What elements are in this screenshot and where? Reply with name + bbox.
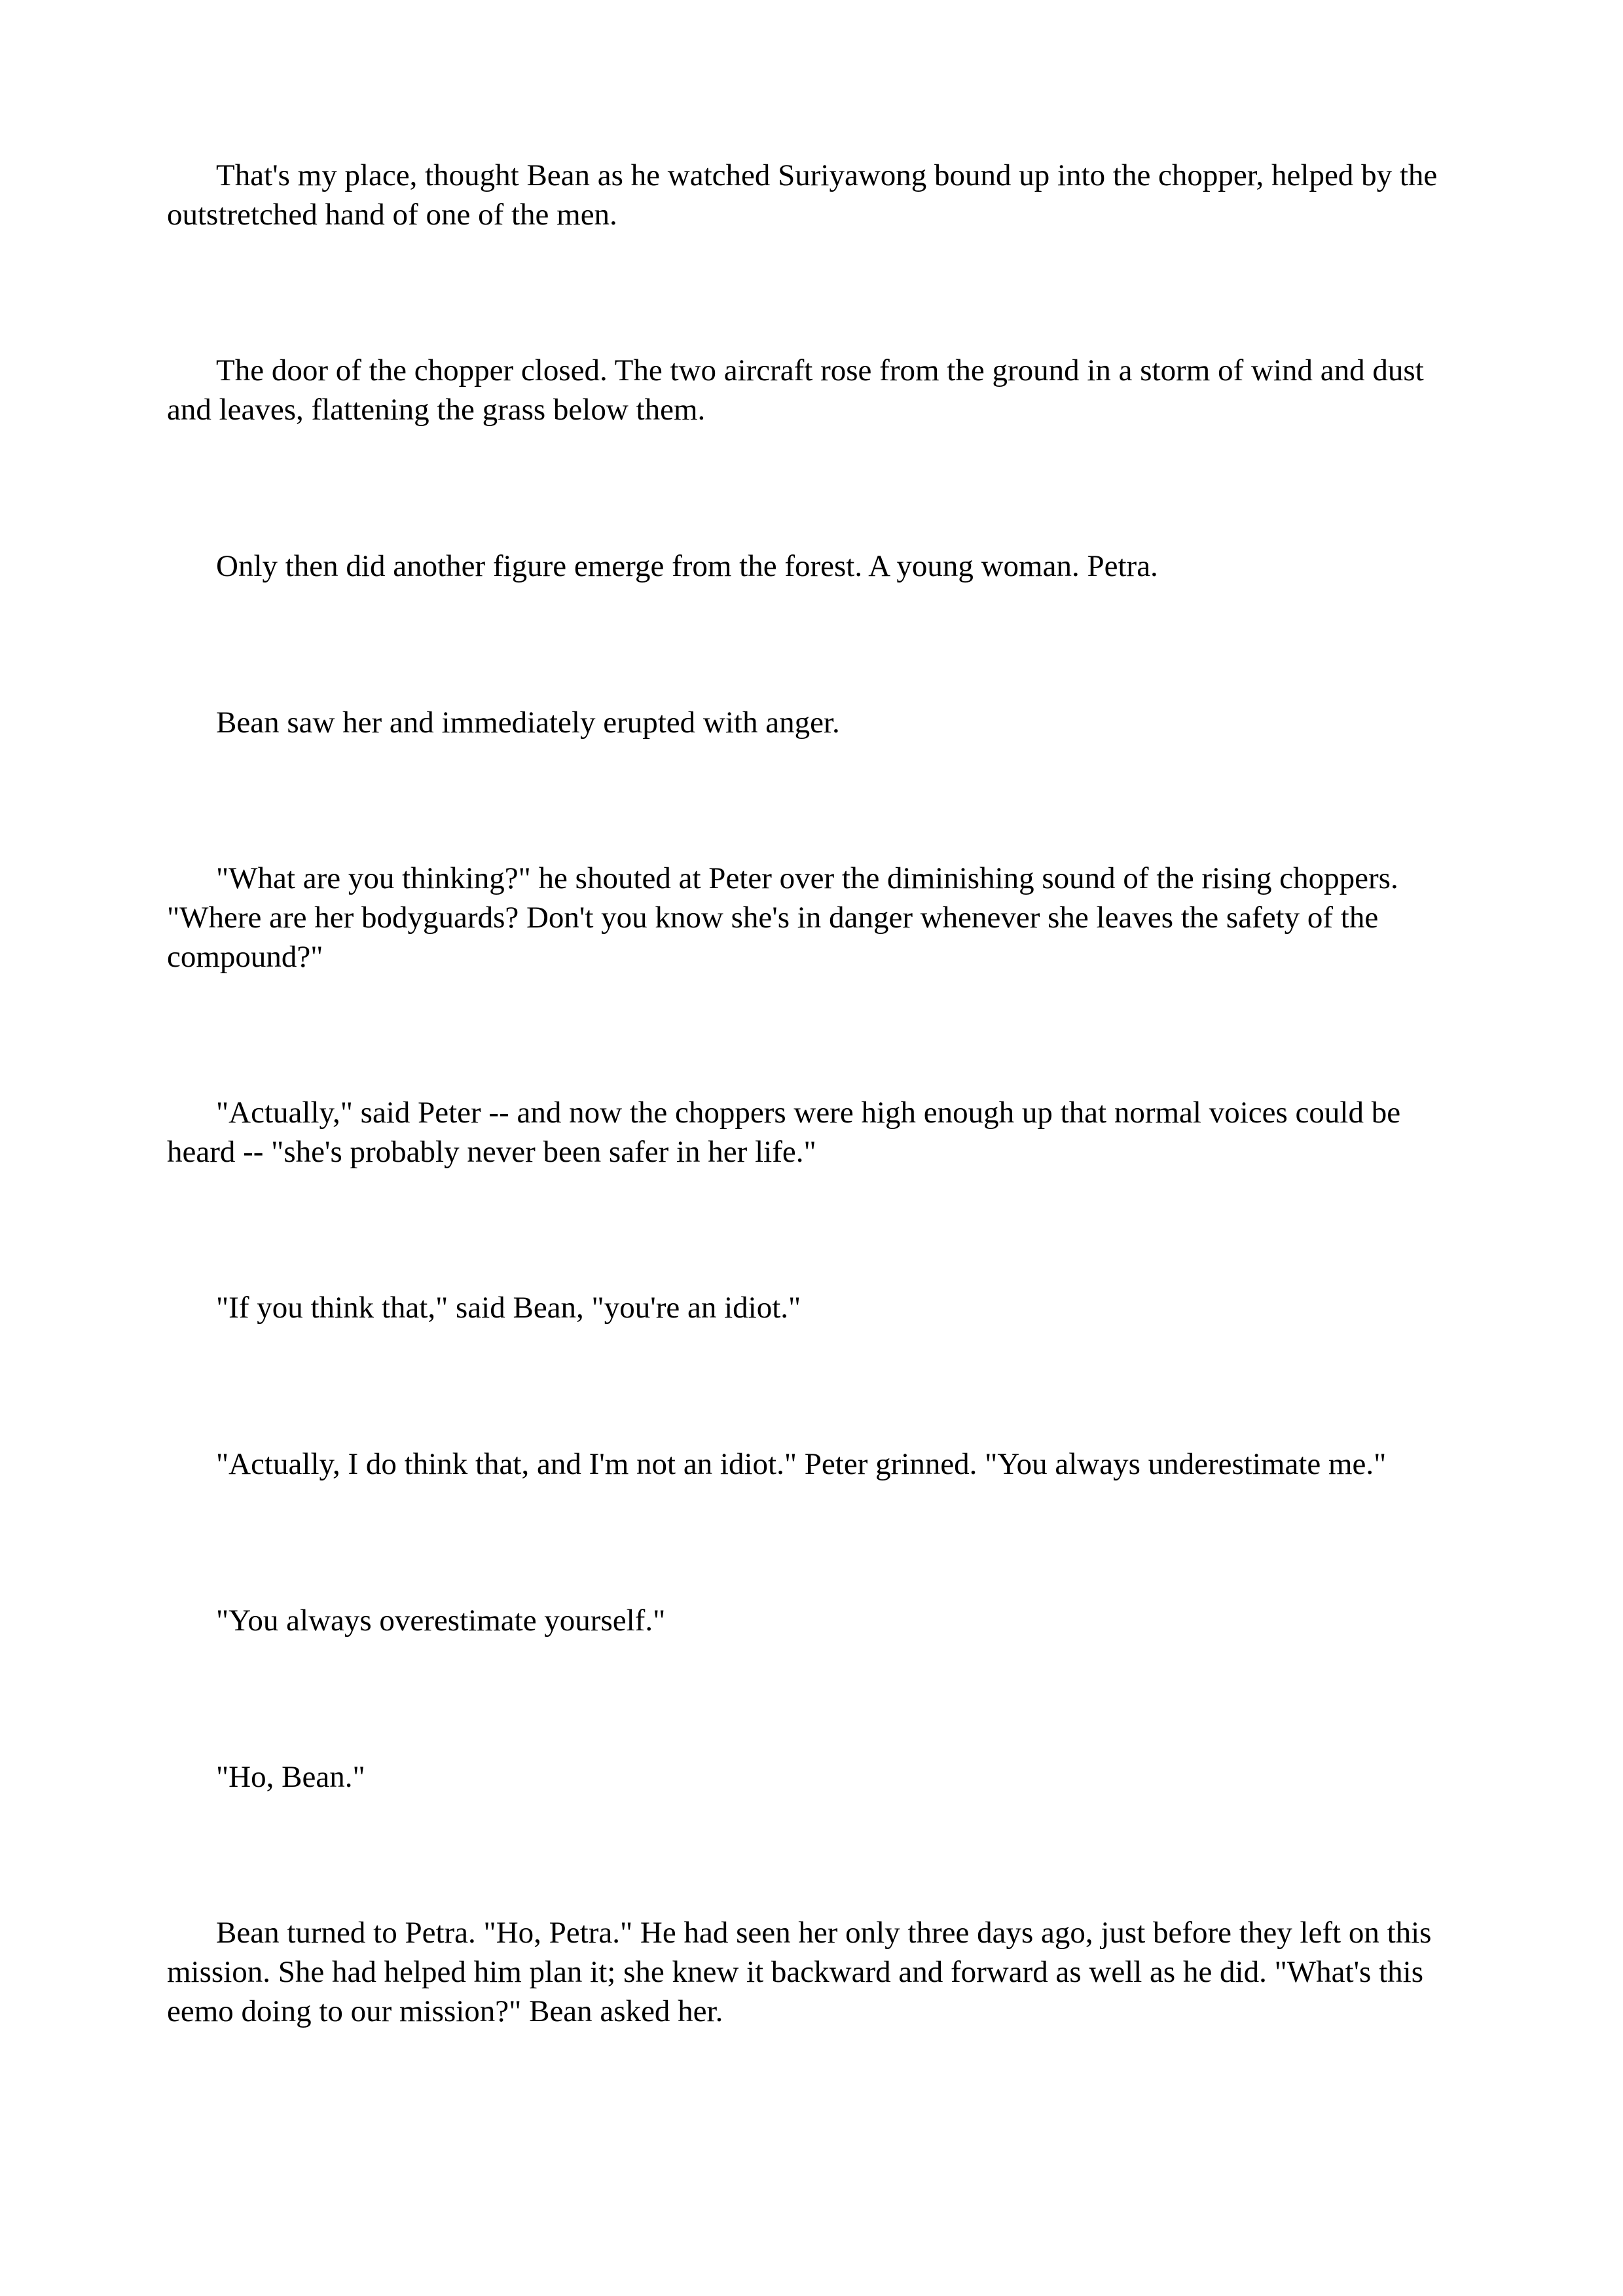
paragraph: "You always overestimate yourself." (216, 1604, 666, 1638)
paragraph: "Actually, I do think that, and I'm not an idiot." Peter grinned. "You always underestimate me." (216, 1447, 1387, 1481)
paragraph: "Ho, Bean." (216, 1760, 365, 1794)
paragraph: "If you think that," said Bean, "you're an idiot." (216, 1291, 801, 1325)
paragraph: Bean turned to Petra. "Ho, Petra." He had seen her only three days ago, just before they left on this mission. She had helped him plan it; she knew it backward and forward as well as he did. "What's this eemo doing to our mission?" Bean asked her. (167, 1916, 1432, 2028)
paragraph: Bean saw her and immediately erupted with anger. (216, 706, 840, 740)
paragraph: "Actually," said Peter -- and now the choppers were high enough up that normal voices could be heard -- "she's probably never been safer in her life." (167, 1096, 1401, 1169)
paragraph: The door of the chopper closed. The two aircraft rose from the ground in a storm of wind and dust and leaves, flattening the grass below them. (167, 353, 1424, 427)
paragraph: That's my place, thought Bean as he watched Suriyawong bound up into the chopper, helped by the outstretched hand of one of the men. (167, 158, 1438, 232)
paragraph: "What are you thinking?" he shouted at Peter over the diminishing sound of the rising choppers. "Where are her bodyguards? Don't you know she's in danger whenever she leaves the safety of the compound?" (167, 861, 1398, 974)
paragraph: Only then did another figure emerge from the forest. A young woman. Petra. (216, 549, 1158, 583)
